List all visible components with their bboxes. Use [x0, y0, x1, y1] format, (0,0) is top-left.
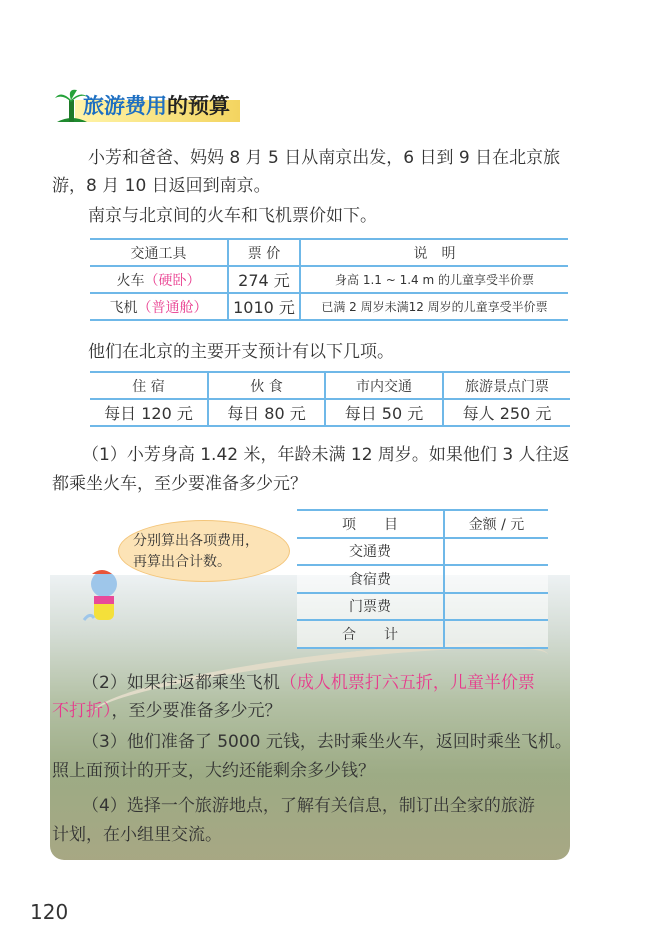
note-cell: 已满 2 周岁未满12 周岁的儿童享受半价票	[300, 293, 568, 320]
item-cell: 门票费	[297, 593, 444, 621]
q3-line1: （3）他们准备了 5000 元钱，去时乘坐火车，返回时乘坐飞机。	[82, 732, 572, 752]
header-cell: 市内交通	[325, 372, 443, 399]
table-header-row	[90, 239, 568, 266]
header-cell: 伙 食	[208, 372, 325, 399]
ticket-table	[90, 238, 568, 321]
q2-line1	[82, 669, 535, 697]
amount-input[interactable]	[444, 538, 548, 566]
q1-line2: 都乘坐火车，至少要准备多少元？	[52, 474, 307, 494]
q3-line2: 照上面预计的开支，大约还能剩余多少钱？	[52, 761, 375, 781]
table-header-row	[90, 372, 570, 399]
price-cell: 1010 元	[228, 293, 300, 320]
q4-line1: （4）选择一个旅游地点，了解有关信息，制订出全家的旅游	[82, 796, 535, 816]
item-cell: 交通费	[297, 538, 444, 566]
table-header-row	[297, 510, 548, 538]
table-row	[297, 538, 548, 566]
table-row	[90, 399, 570, 426]
amount-input[interactable]	[444, 593, 548, 621]
header-cell: 金额 / 元	[444, 510, 548, 538]
expense-table	[90, 371, 570, 427]
header-cell: 票 价	[228, 239, 300, 266]
header-cell: 说 明	[300, 239, 568, 266]
value-cell: 每日 80 元	[208, 399, 325, 426]
intro-line1: 小芳和爸爸、妈妈 8 月 5 日从南京出发，6 日到 9 日在北京旅	[88, 148, 561, 168]
bubble-line2: 再算出合计数。	[133, 554, 231, 570]
mode-cell	[90, 266, 228, 293]
note-cell: 身高 1.1 ~ 1.4 m 的儿童享受半价票	[300, 266, 568, 293]
page-number: 120	[30, 900, 69, 924]
header-cell: 项 目	[297, 510, 444, 538]
cartoon-cat-mascot	[82, 566, 126, 626]
q2-line2	[52, 697, 282, 725]
calculation-table	[297, 509, 548, 649]
table-row	[90, 293, 568, 320]
class: （硬卧）	[144, 272, 201, 289]
amount-input[interactable]	[444, 565, 548, 593]
amount-input[interactable]	[444, 620, 548, 648]
title-part2: 的预算	[167, 94, 230, 118]
q1-line1: （1）小芳身高 1.42 米，年龄未满 12 周岁。如果他们 3 人往返	[82, 445, 570, 465]
bubble-line1: 分别算出各项费用，	[133, 533, 259, 549]
header-cell: 旅游景点门票	[443, 372, 570, 399]
table-row	[297, 593, 548, 621]
table-row	[297, 620, 548, 648]
q4-line2: 计划，在小组里交流。	[52, 825, 222, 845]
table-row	[297, 565, 548, 593]
header-cell: 交通工具	[90, 239, 228, 266]
mode-cell	[90, 293, 228, 320]
q2-text: ，至少要准备多少元？	[111, 701, 282, 721]
price-cell: 274 元	[228, 266, 300, 293]
item-cell: 食宿费	[297, 565, 444, 593]
class: （普通舱）	[137, 299, 208, 316]
value-cell: 每日 50 元	[325, 399, 443, 426]
intro-line2: 游，8 月 10 日返回到南京。	[52, 176, 271, 196]
value-cell: 每日 120 元	[90, 399, 208, 426]
table-row	[90, 266, 568, 293]
section-title	[55, 88, 240, 124]
mode: 火车	[116, 272, 145, 289]
q2-condition: 不打折）	[52, 701, 112, 721]
mode: 飞机	[109, 299, 138, 316]
intro-line3: 南京与北京间的火车和飞机票价如下。	[88, 206, 377, 226]
item-cell: 合 计	[297, 620, 444, 648]
speech-bubble	[118, 520, 290, 582]
expense-intro: 他们在北京的主要开支预计有以下几项。	[88, 342, 394, 362]
header-cell: 住 宿	[90, 372, 208, 399]
title-part1: 旅游费用	[83, 94, 167, 118]
q2-condition: （成人机票打六五折，儿童半价票	[279, 673, 535, 693]
q2-text: （2）如果往返都乘坐飞机	[82, 673, 280, 693]
value-cell: 每人 250 元	[443, 399, 570, 426]
